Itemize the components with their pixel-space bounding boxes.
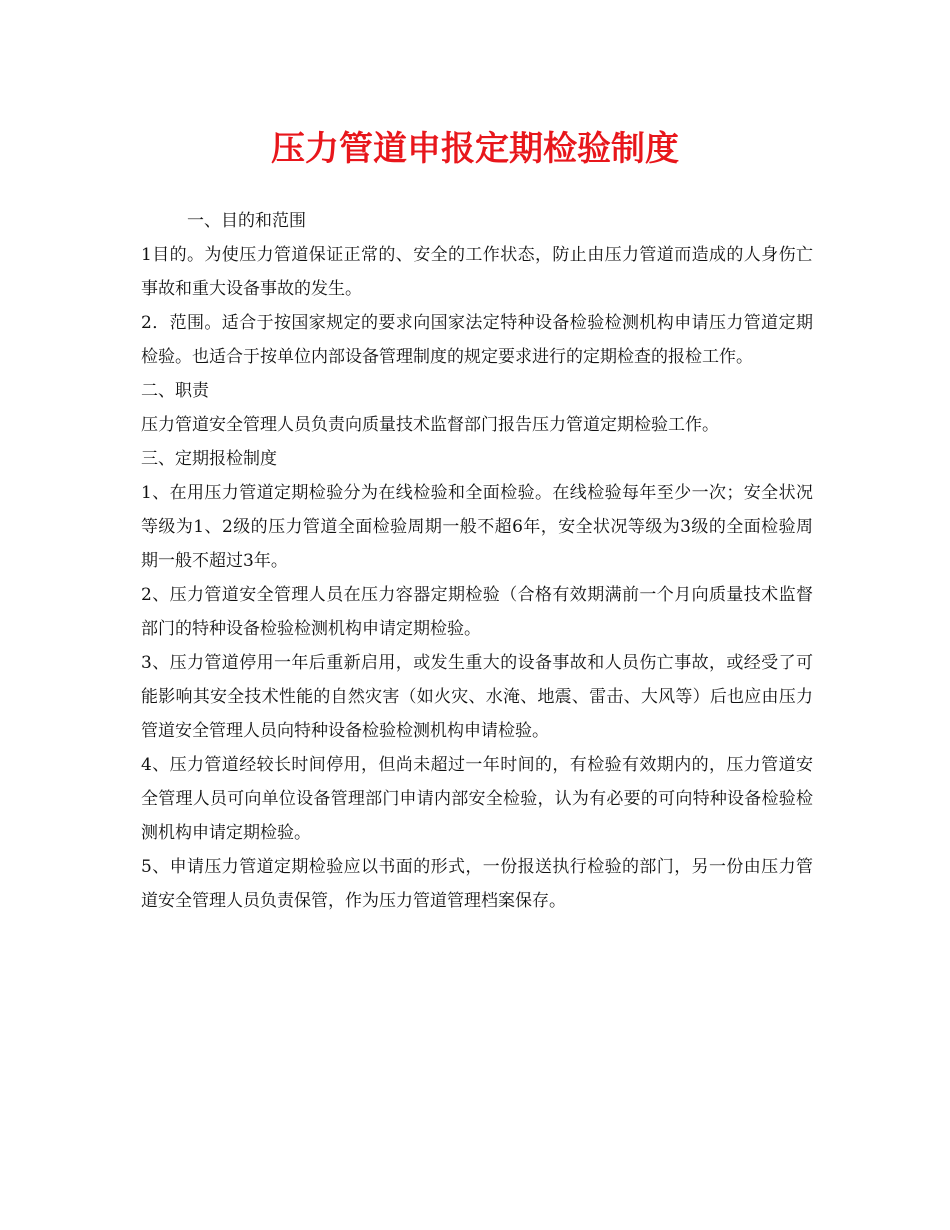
paragraph-rule-1: 1、在用压力管道定期检验分为在线检验和全面检验。在线检验每年至少一次；安全状况等级为1、2级的压力管道全面检验周期一般不超6年，安全状况等级为3级的全面检验周期一般不超过3年。 — [141, 483, 813, 571]
paragraph-rule-2: 2、压力管道安全管理人员在压力容器定期检验（合格有效期满前一个月向质量技术监督部门的特种设备检验检测机构申请定期检验。 — [141, 585, 813, 639]
document-body — [141, 204, 813, 918]
paragraph-rule-5: 5、申请压力管道定期检验应以书面的形式，一份报送执行检验的部门，另一份由压力管道安全管理人员负责保管，作为压力管道管理档案保存。 — [141, 857, 813, 911]
paragraph-scope: 2．范围。适合于按国家规定的要求向国家法定特种设备检验检测机构申请压力管道定期检验。也适合于按单位内部设备管理制度的规定要求进行的定期检查的报检工作。 — [141, 313, 813, 367]
paragraph-purpose: 1目的。为使压力管道保证正常的、安全的工作状态，防止由压力管道而造成的人身伤亡事故和重大设备事故的发生。 — [141, 245, 813, 299]
paragraph-responsibilities: 压力管道安全管理人员负责向质量技术监督部门报告压力管道定期检验工作。 — [141, 415, 719, 435]
paragraph-rule-4: 4、压力管道经较长时间停用，但尚未超过一年时间的，有检验有效期内的，压力管道安全管理人员可向单位设备管理部门申请内部安全检验，认为有必要的可向特种设备检验检测机构申请定期检验。 — [141, 755, 813, 843]
section-heading-inspection-system: 三、定期报检制度 — [141, 449, 277, 469]
paragraph-rule-3: 3、压力管道停用一年后重新启用，或发生重大的设备事故和人员伤亡事故，或经受了可能影响其安全技术性能的自然灾害（如火灾、水淹、地震、雷击、大风等）后也应由压力管道安全管理人员向特种设备检验检测机构申请检验。 — [141, 653, 813, 741]
document-title: 压力管道申报定期检验制度 — [271, 129, 679, 169]
section-heading-purpose-scope: 一、目的和范围 — [187, 211, 306, 231]
section-heading-responsibilities: 二、职责 — [141, 381, 209, 401]
